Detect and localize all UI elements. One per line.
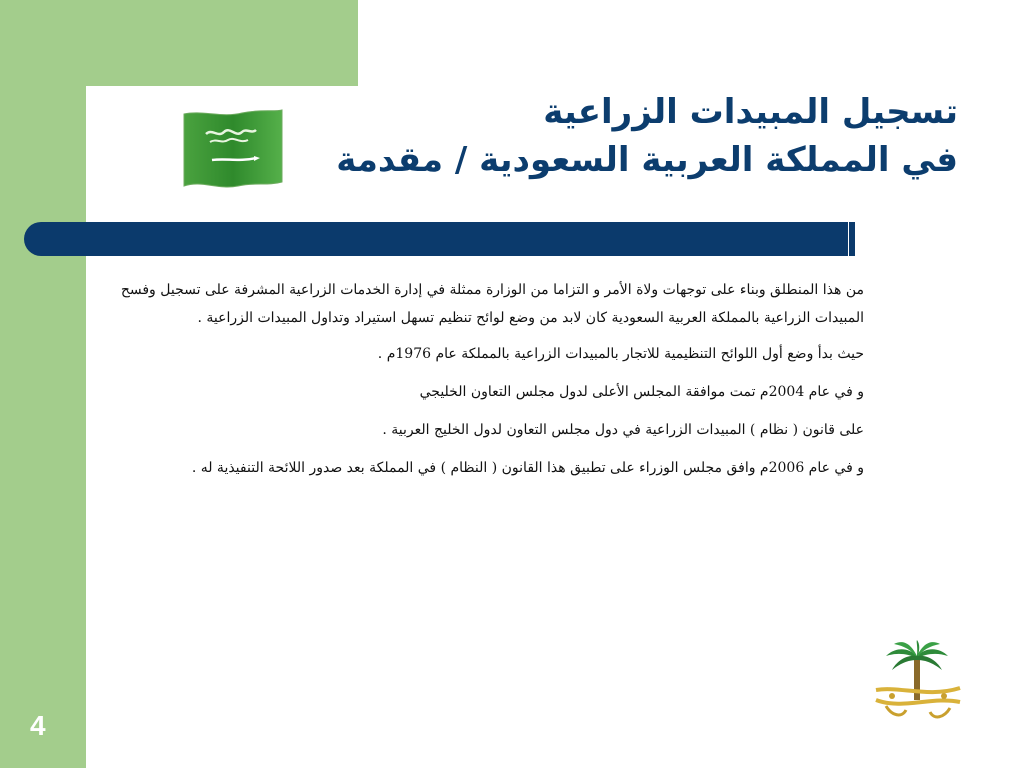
paragraph-1: من هذا المنطلق وبناء على توجهات ولاة الأمر و التزاما من الوزارة ممثلة في إدارة الخدمات الزراعية المشرفة على تسجيل وفسح المبيدات الزراعية بالمملكة العربية السعودية كان لابد من وضع لوائح تنظيم تسهل استيراد وتداول المبيدات الزراعية .: [120, 282, 864, 326]
content-corner: [86, 86, 126, 126]
title-line-2: في المملكة العربية السعودية / مقدمة: [336, 140, 958, 180]
paragraph-5: و في عام 2006م وافق مجلس الوزراء على تطبيق هذا القانون ( النظام ) في المملكة بعد صدور اللائحة التنفيذية له .: [191, 460, 864, 476]
title-divider-bar-tip: [848, 222, 855, 256]
paragraph-4: على قانون ( نظام ) المبيدات الزراعية في دول مجلس التعاون لدول الخليج العربية .: [382, 422, 864, 438]
slide-title: [318, 88, 958, 184]
title-divider-bar: [24, 222, 854, 256]
paragraph-2: حيث بدأ وضع أول اللوائح التنظيمية للاتجار بالمبيدات الزراعية بالمملكة عام 1976م .: [377, 346, 864, 362]
title-line-1: تسجيل المبيدات الزراعية: [543, 92, 958, 132]
slide-body: [96, 276, 864, 492]
paragraph-3: و في عام 2004م تمت موافقة المجلس الأعلى لدول مجلس التعاون الخليجي: [419, 384, 864, 400]
page-number: 4: [30, 710, 46, 741]
saudi-flag-icon: [182, 108, 284, 188]
palm-swords-emblem-icon: [872, 640, 964, 724]
green-left-band: [0, 0, 86, 768]
